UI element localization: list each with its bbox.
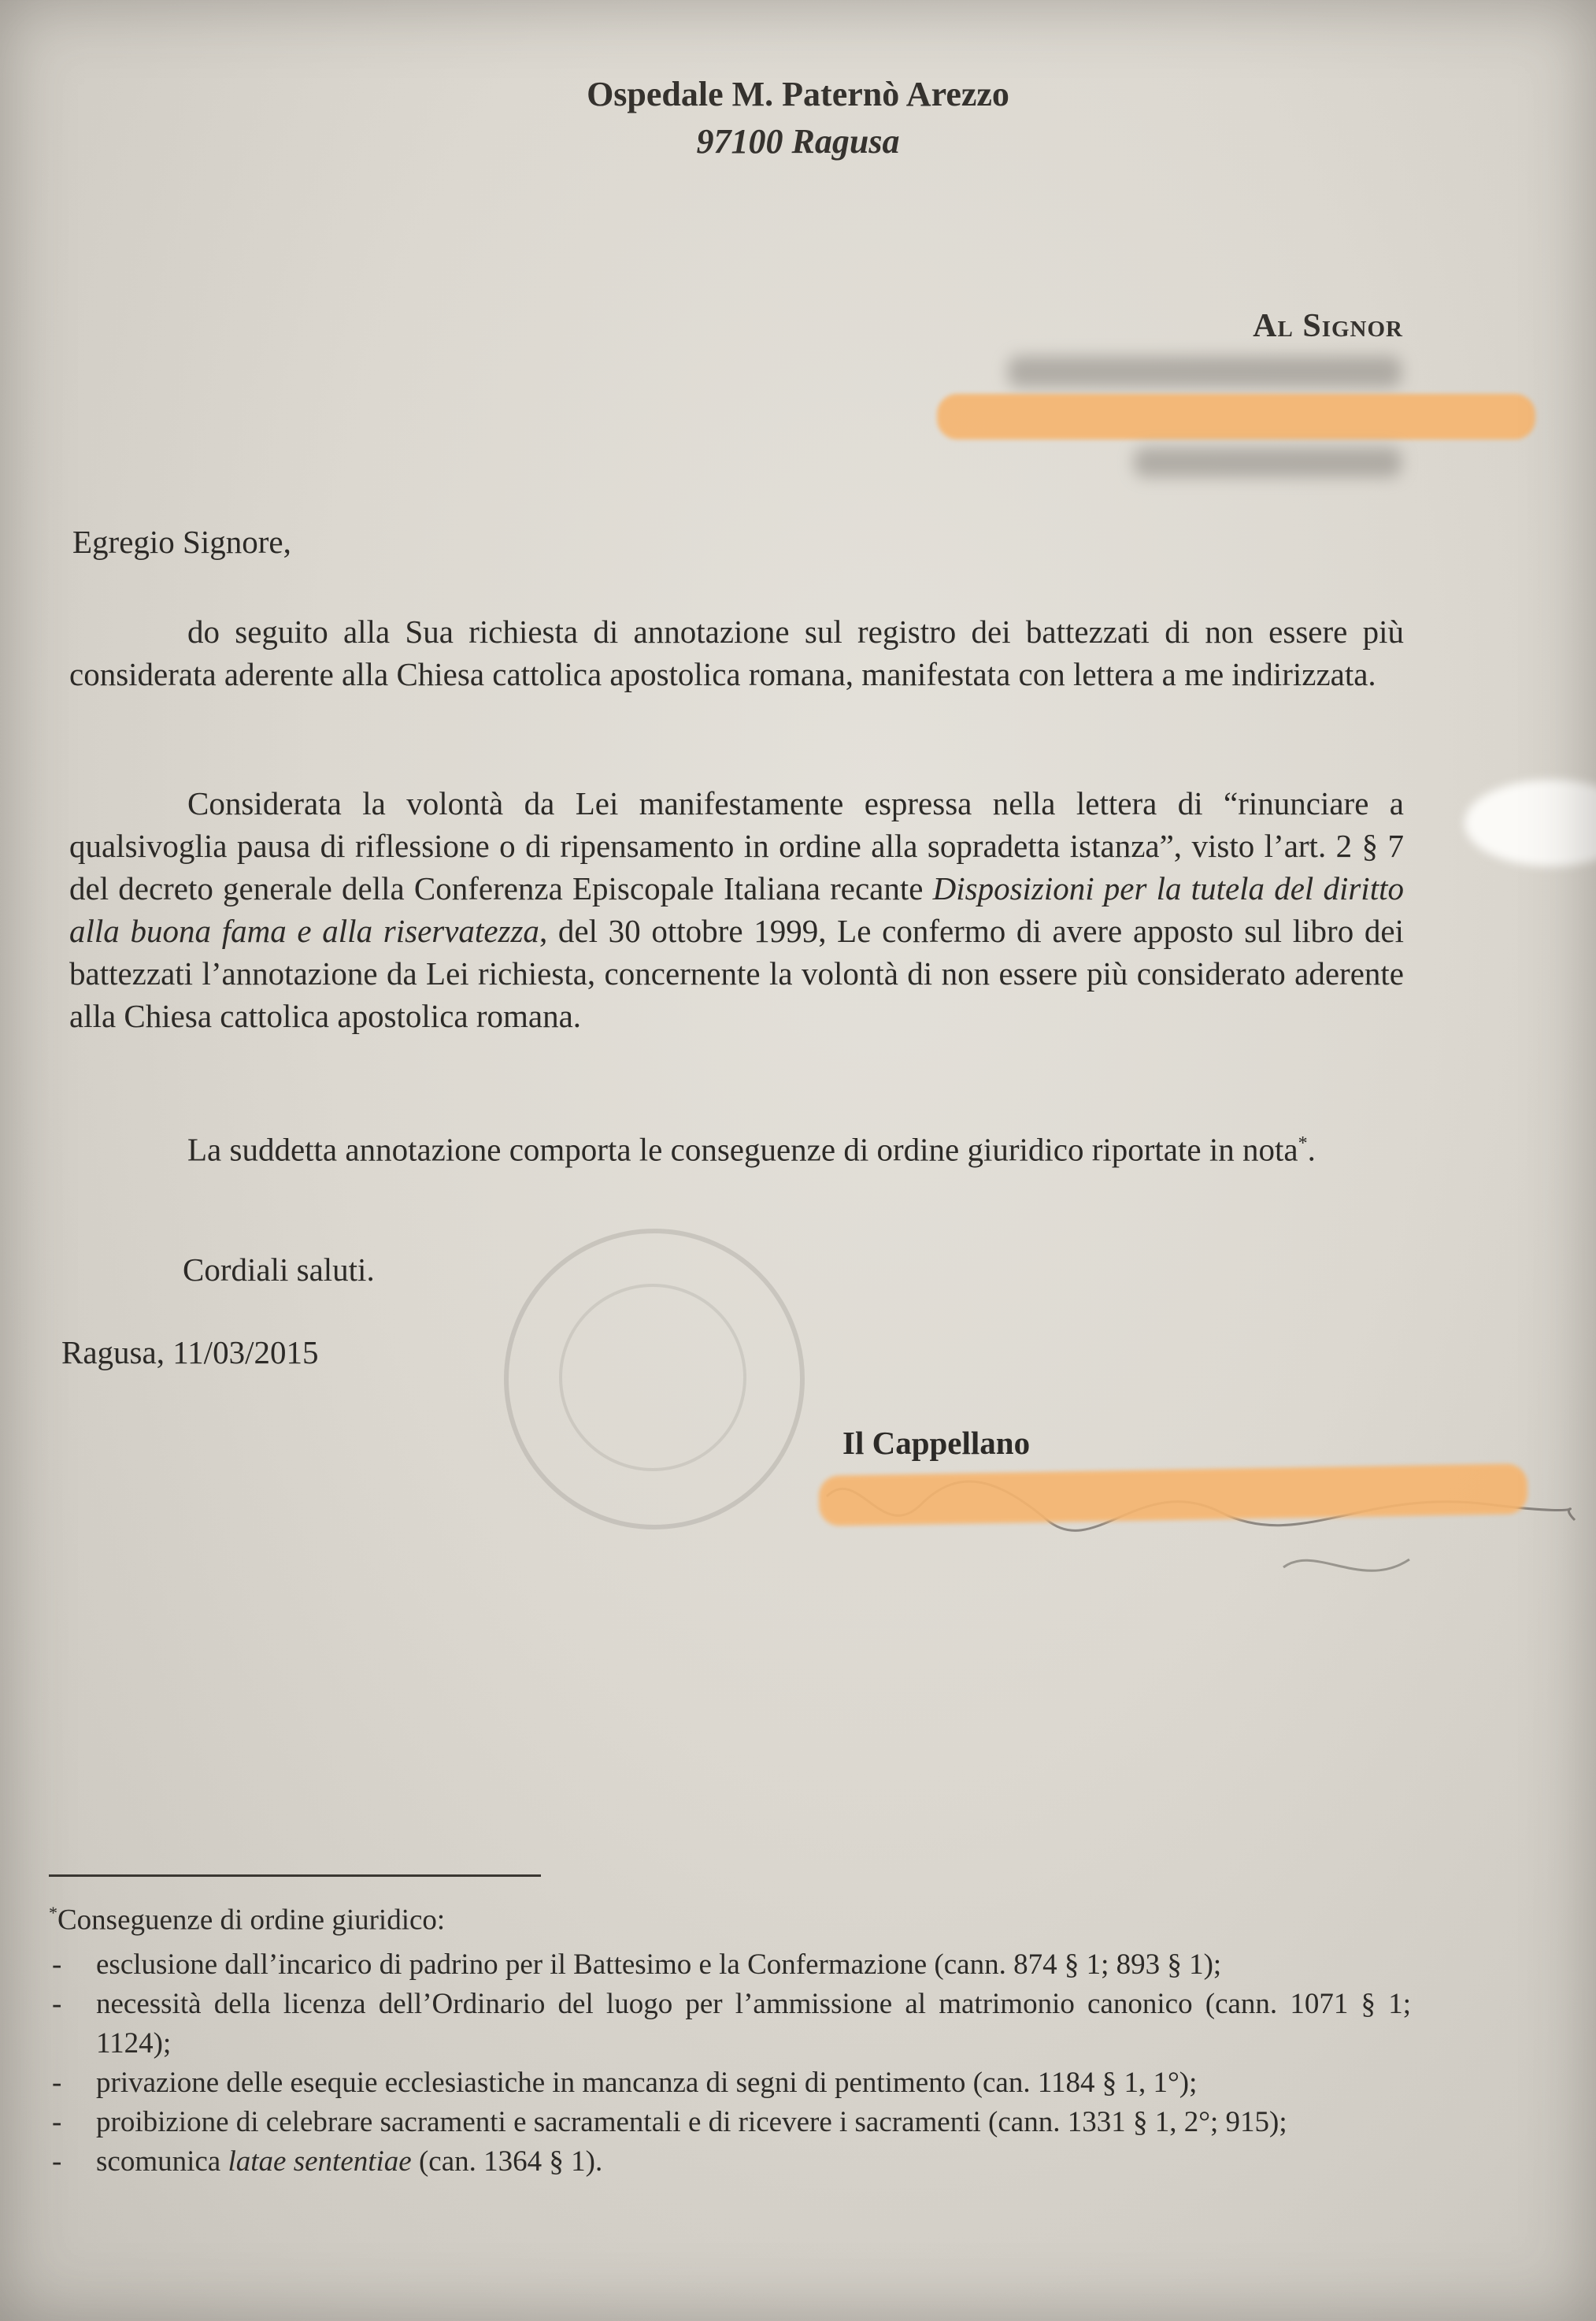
paragraph-3 [69, 1122, 1404, 1171]
paragraph-1-text: do seguito alla Sua richiesta di annotazione sul registro dei battezzati di non essere più considerata aderente alla Chiesa cattolica apostolica romana, manifestata con lettera a me indirizzata. [69, 614, 1404, 692]
paragraph-3-end: . [1307, 1131, 1316, 1168]
decree-title: Disposizioni per la tutela del diritto alla buona fama e alla riservatezza [69, 870, 1404, 949]
footnote-item [49, 2142, 1411, 2182]
paragraph-2 [69, 782, 1404, 1037]
paragraph-2-text-a: Considerata la volontà da Lei manifestamente espressa nella lettera di “rinunciare a qualsivoglia pausa di riflessione o di ripensamento in ordine alla sopradetta istanza”, visto l’art. 2 § 7 del decreto generale della Conferenza Episcopale Italiana recante [69, 785, 1404, 907]
letterhead [0, 71, 1596, 165]
redaction-highlight-address [937, 394, 1535, 439]
footnote-item-5-a: scomunica [96, 2145, 228, 2178]
parish-stamp-inner [559, 1284, 746, 1471]
footnote-item-5-italic: latae sententiae [228, 2145, 412, 2178]
closing: Cordiali saluti. [183, 1251, 375, 1288]
recipient-title: Al Signor [1253, 308, 1403, 344]
footnote-item-5-b: (can. 1364 § 1). [411, 2145, 603, 2178]
footnote-item: - privazione delle esequie ecclesiastiche in mancanza di segni di pentimento (can. 1184 § 1, 1°); [49, 2063, 1411, 2103]
signer-role: Il Cappellano [842, 1425, 1031, 1461]
footnote-title [49, 1903, 445, 1937]
institution-name: Ospedale M. Paternò Arezzo [587, 75, 1009, 113]
footnote-rule [49, 1874, 541, 1877]
footnote-mark: * [49, 1903, 57, 1922]
footnote-item: - esclusione dall’incarico di padrino per il Battesimo e la Confermazione (cann. 874 § 1; 893 § 1); [49, 1945, 1411, 1985]
footnote-list [49, 1945, 1411, 2182]
footnote-ref: * [1298, 1133, 1308, 1154]
greeting: Egregio Signore, [72, 524, 291, 560]
paragraph-2-text-b: , del 30 ottobre 1999, Le confermo di avere apposto sul libro dei battezzati l’annotazione da Lei richiesta, concernente la volontà di non essere più considerato aderente alla Chiesa cattolica apostolica romana. [69, 913, 1404, 1034]
redacted-recipient-city [1134, 447, 1402, 477]
redacted-recipient-name [1008, 356, 1402, 387]
paragraph-3-text: La suddetta annotazione comporta le conseguenze di ordine giuridico riportate in nota [187, 1131, 1298, 1168]
light-glare [1465, 780, 1596, 866]
paragraph-1 [69, 610, 1404, 695]
dateline: Ragusa, 11/03/2015 [61, 1334, 319, 1370]
footnote-item: - proibizione di celebrare sacramenti e sacramentali e di ricevere i sacramenti (cann. 1331 § 1, 2°; 915); [49, 2103, 1411, 2142]
footnote-title-text: Conseguenze di ordine giuridico: [57, 1904, 446, 1937]
institution-city: 97100 Ragusa [696, 122, 900, 161]
footnote-item: - necessità della licenza dell’Ordinario del luogo per l’ammissione al matrimonio canonico (cann. 1071 § 1; 1124); [49, 1985, 1411, 2063]
